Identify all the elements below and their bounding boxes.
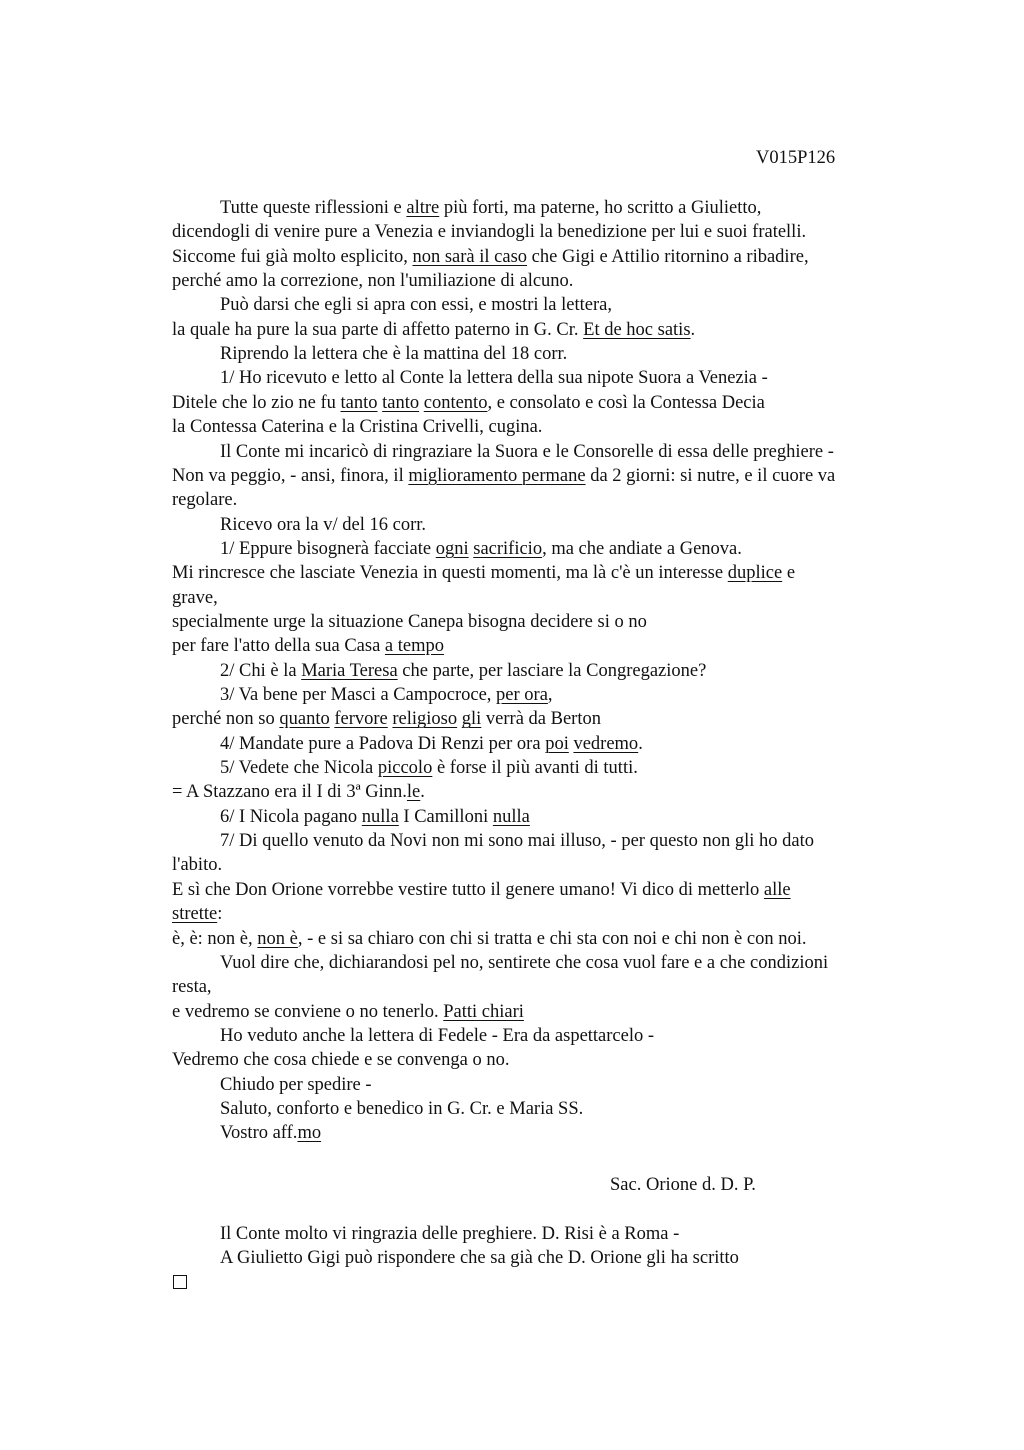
underlined-text: piccolo: [377, 758, 433, 779]
body-line: [172, 415, 542, 439]
body-line: [172, 853, 222, 877]
text-run: Siccome fui già molto esplicito,: [172, 246, 413, 267]
body-line: [220, 732, 643, 756]
text-run: Riprendo la lettera che è la mattina del 18 corr.: [220, 344, 568, 365]
text-run: 2/ Chi è la: [220, 660, 302, 681]
text-run: :: [217, 904, 223, 925]
body-line: [172, 1000, 524, 1024]
body-line: [220, 196, 761, 220]
text-run: dicendogli di venire pure a Venezia e inviandogli la benedizione per lui e suoi fratelli.: [172, 222, 807, 243]
signature: Sac. Orione d. D. P.: [610, 1175, 756, 1195]
underlined-text: nulla: [361, 806, 399, 827]
body-line: [172, 391, 765, 415]
text-run: resta,: [172, 977, 212, 998]
body-line: [220, 1073, 372, 1097]
text-run: più forti, ma paterne, ho scritto a Giulietto,: [439, 198, 762, 218]
underlined-text: per ora: [496, 685, 548, 705]
text-run: perché non so: [172, 709, 280, 730]
underlined-text: ogni: [435, 538, 469, 559]
underlined-text: tanto: [382, 392, 420, 413]
body-line: [220, 1121, 321, 1145]
text-run: la quale ha pure la sua parte di affetto paterno in G. Cr.: [172, 319, 584, 340]
body-line: [172, 586, 218, 610]
underlined-text: le: [406, 782, 421, 803]
text-run: 1/ Eppure bisognerà facciate: [220, 538, 436, 559]
text-run: 3/ Va bene per Masci a Campocroce,: [220, 685, 497, 705]
text-run: , e consolato e così la Contessa Decia: [487, 392, 765, 413]
body-line: [172, 610, 647, 634]
text-run: Il Conte molto vi ringrazia delle preghiere. D. Risi è a Roma -: [220, 1224, 680, 1244]
body-line: [220, 829, 814, 853]
body-line: [172, 318, 695, 342]
body-line: [172, 634, 444, 658]
underlined-text: sacrificio: [473, 538, 543, 559]
underlined-text: strette: [172, 904, 218, 925]
text-run: grave,: [172, 587, 218, 608]
underlined-text: mo: [297, 1123, 322, 1144]
text-run: e: [782, 563, 796, 584]
underlined-text: contento: [423, 392, 488, 413]
body-line: [172, 269, 573, 293]
text-run: , ma che andiate a Genova.: [542, 538, 742, 559]
text-run: regolare.: [172, 490, 238, 511]
body-line: [220, 805, 530, 829]
body-line: [172, 464, 835, 488]
underlined-text: Maria Teresa: [301, 660, 398, 681]
text-run: .: [690, 319, 696, 340]
text-run: Ditele che lo zio ne fu: [172, 392, 341, 413]
text-run: da 2 giorni: si nutre, e il cuore va: [585, 465, 836, 486]
text-run: I Camilloni: [398, 806, 493, 827]
underlined-text: religioso: [392, 709, 458, 730]
text-run: Ho veduto anche la lettera di Fedele - Era da aspettarcelo -: [220, 1025, 655, 1046]
text-run: Mi rincresce che lasciate Venezia in questi momenti, ma là c'è un interesse: [172, 563, 728, 584]
underlined-text: gli: [461, 709, 482, 730]
underlined-text: duplice: [727, 563, 783, 584]
text-run: = A Stazzano era il I di 3ª Ginn.: [172, 782, 407, 803]
text-run: specialmente urge la situazione Canepa bisogna decidere si o no: [172, 611, 647, 632]
body-line: [220, 537, 742, 561]
body-line: [172, 927, 806, 951]
body-line: [220, 366, 768, 390]
postscript-line: [220, 1246, 739, 1270]
text-run: Può darsi che egli si apra con essi, e mostri la lettera,: [220, 295, 612, 316]
body-line: [220, 440, 834, 464]
body-line: [172, 780, 425, 804]
text-run: ,: [547, 685, 553, 705]
text-run: è, è: non è,: [172, 928, 258, 949]
body-line: [172, 975, 212, 999]
underlined-text: miglioramento permane: [408, 465, 586, 486]
text-run: Il Conte mi incaricò di ringraziare la Suora e le Consorelle di essa delle preghiere -: [220, 441, 834, 462]
underlined-text: quanto: [279, 709, 330, 730]
body-line: [172, 878, 791, 902]
text-run: che Gigi e Attilio ritornino a ribadire,: [527, 246, 809, 267]
text-run: Saluto, conforto e benedico in G. Cr. e Maria SS.: [220, 1098, 584, 1119]
body-line: [172, 707, 601, 731]
body-line: [220, 342, 567, 366]
text-run: Chiudo per spedire -: [220, 1074, 372, 1095]
body-line: [172, 902, 222, 926]
underlined-text: Et de hoc satis: [583, 319, 691, 340]
text-run: E sì che Don Orione vorrebbe vestire tutto il genere umano! Vi dico di metterlo: [172, 879, 764, 900]
body-line: [220, 1097, 583, 1121]
text-run: .: [638, 733, 643, 754]
body-line: [172, 488, 237, 512]
text-run: Vedremo che cosa chiede e se convenga o no.: [172, 1050, 510, 1071]
body-line: [172, 220, 806, 244]
text-run: .: [420, 782, 425, 803]
underlined-text: Patti chiari: [443, 1001, 524, 1022]
text-run: l'abito.: [172, 855, 223, 876]
text-run: che parte, per lasciare la Congregazione?: [397, 660, 707, 681]
text-run: per fare l'atto della sua Casa: [172, 636, 385, 657]
body-line: [220, 756, 638, 780]
text-run: e vedremo se conviene o no tenerlo.: [172, 1001, 444, 1022]
text-run: la Contessa Caterina e la Cristina Crivelli, cugina.: [172, 417, 543, 438]
text-run: 1/ Ho ricevuto e letto al Conte la lettera della sua nipote Suora a Venezia -: [220, 368, 768, 389]
body-line: [172, 245, 809, 269]
text-run: 4/ Mandate pure a Padova Di Renzi per ora: [220, 733, 546, 754]
body-line: [220, 293, 612, 317]
underlined-text: alle: [763, 879, 791, 900]
body-line: [220, 951, 828, 975]
underlined-text: non sarà il caso: [412, 246, 528, 267]
underlined-text: tanto: [340, 392, 378, 413]
underlined-text: fervore: [334, 709, 388, 730]
text-run: A Giulietto Gigi può rispondere che sa già che D. Orione gli ha scritto: [220, 1248, 739, 1269]
text-run: Non va peggio, - ansi, finora, il: [172, 465, 409, 486]
text-run: Vuol dire che, dichiarandosi pel no, sentirete che cosa vuol fare e a che condizioni: [220, 952, 829, 973]
underlined-text: nulla: [492, 806, 530, 827]
postscript-line: [220, 1222, 679, 1246]
body-line: [220, 683, 553, 707]
underlined-text: poi: [545, 733, 569, 754]
body-line: [220, 513, 426, 537]
text-run: Tutte queste riflessioni e: [220, 198, 407, 218]
page-reference: V015P126: [756, 148, 836, 168]
underlined-text: altre: [406, 198, 440, 218]
body-line: [172, 561, 795, 585]
text-run: è forse il più avanti di tutti.: [432, 758, 638, 779]
checkbox-square-icon: [173, 1275, 187, 1289]
body-line: [172, 1048, 509, 1072]
text-run: verrà da Berton: [481, 709, 601, 730]
underlined-text: vedremo: [573, 733, 639, 754]
text-run: perché amo la correzione, non l'umiliazione di alcuno.: [172, 271, 574, 292]
text-run: 7/ Di quello venuto da Novi non mi sono mai illuso, - per questo non gli ho dato: [220, 831, 814, 852]
text-run: 6/ I Nicola pagano: [220, 806, 362, 827]
underlined-text: a tempo: [384, 636, 444, 657]
underlined-text: non è: [257, 928, 298, 949]
text-run: Ricevo ora la v/ del 16 corr.: [220, 514, 427, 535]
text-run: , - e si sa chiaro con chi si tratta e chi sta con noi e chi non è con noi.: [297, 928, 807, 949]
body-line: [220, 659, 706, 683]
text-run: Vostro aff.: [220, 1123, 298, 1144]
text-run: 5/ Vedete che Nicola: [220, 758, 378, 779]
body-line: [220, 1024, 654, 1048]
